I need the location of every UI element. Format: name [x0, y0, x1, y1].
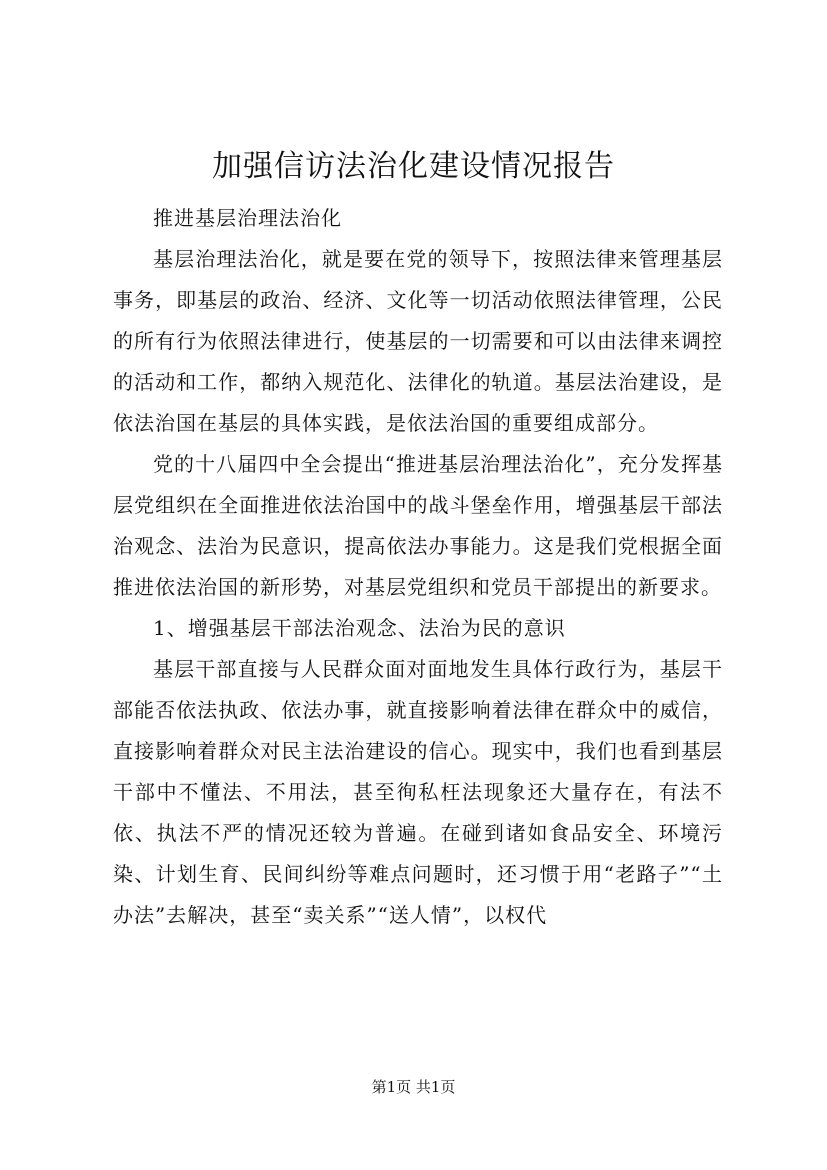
paragraph: 党的十八届四中全会提出“推进基层治理法治化”，充分发挥基层党组织在全面推进依法治国中的战斗堡垒作用，增强基层干部法治观念、法治为民意识，提高依法办事能力。这是我们党根据全面推进依法治国的新形势，对基层党组织和党员干部提出的新要求。: [113, 452, 723, 599]
paragraph: 基层治理法治化，就是要在党的领导下，按照法律来管理基层事务，即基层的政治、经济、文化等一切活动依照法律管理，公民的所有行为依照法律进行，使基层的一切需要和可以由法律来调控的活动和工作，都纳入规范化、法律化的轨道。基层法治建设，是依法治国在基层的具体实践，是依法治国的重要组成部分。: [113, 247, 723, 435]
document-body: [113, 198, 723, 936]
subsection-heading: 1、增强基层干部法治观念、法治为民的意识: [153, 616, 566, 640]
page-footer: 第1页 共1页: [371, 1078, 456, 1096]
section-heading: 推进基层治理法治化: [153, 206, 342, 230]
document-title: 加强信访法治化建设情况报告: [212, 149, 615, 184]
paragraph: 基层干部直接与人民群众面对面地发生具体行政行为，基层干部能否依法执政、依法办事，就直接影响着法律在群众中的威信，直接影响着群众对民主法治建设的信心。现实中，我们也看到基层干部中不懂法、不用法，甚至徇私枉法现象还大量存在，有法不依、执法不严的情况还较为普遍。在碰到诸如食品安全、环境污染、计划生育、民间纠纷等难点问题时，还习惯于用“老路子”“土办法”去解决，甚至“卖关系”“送人情”，以权代: [113, 657, 723, 927]
